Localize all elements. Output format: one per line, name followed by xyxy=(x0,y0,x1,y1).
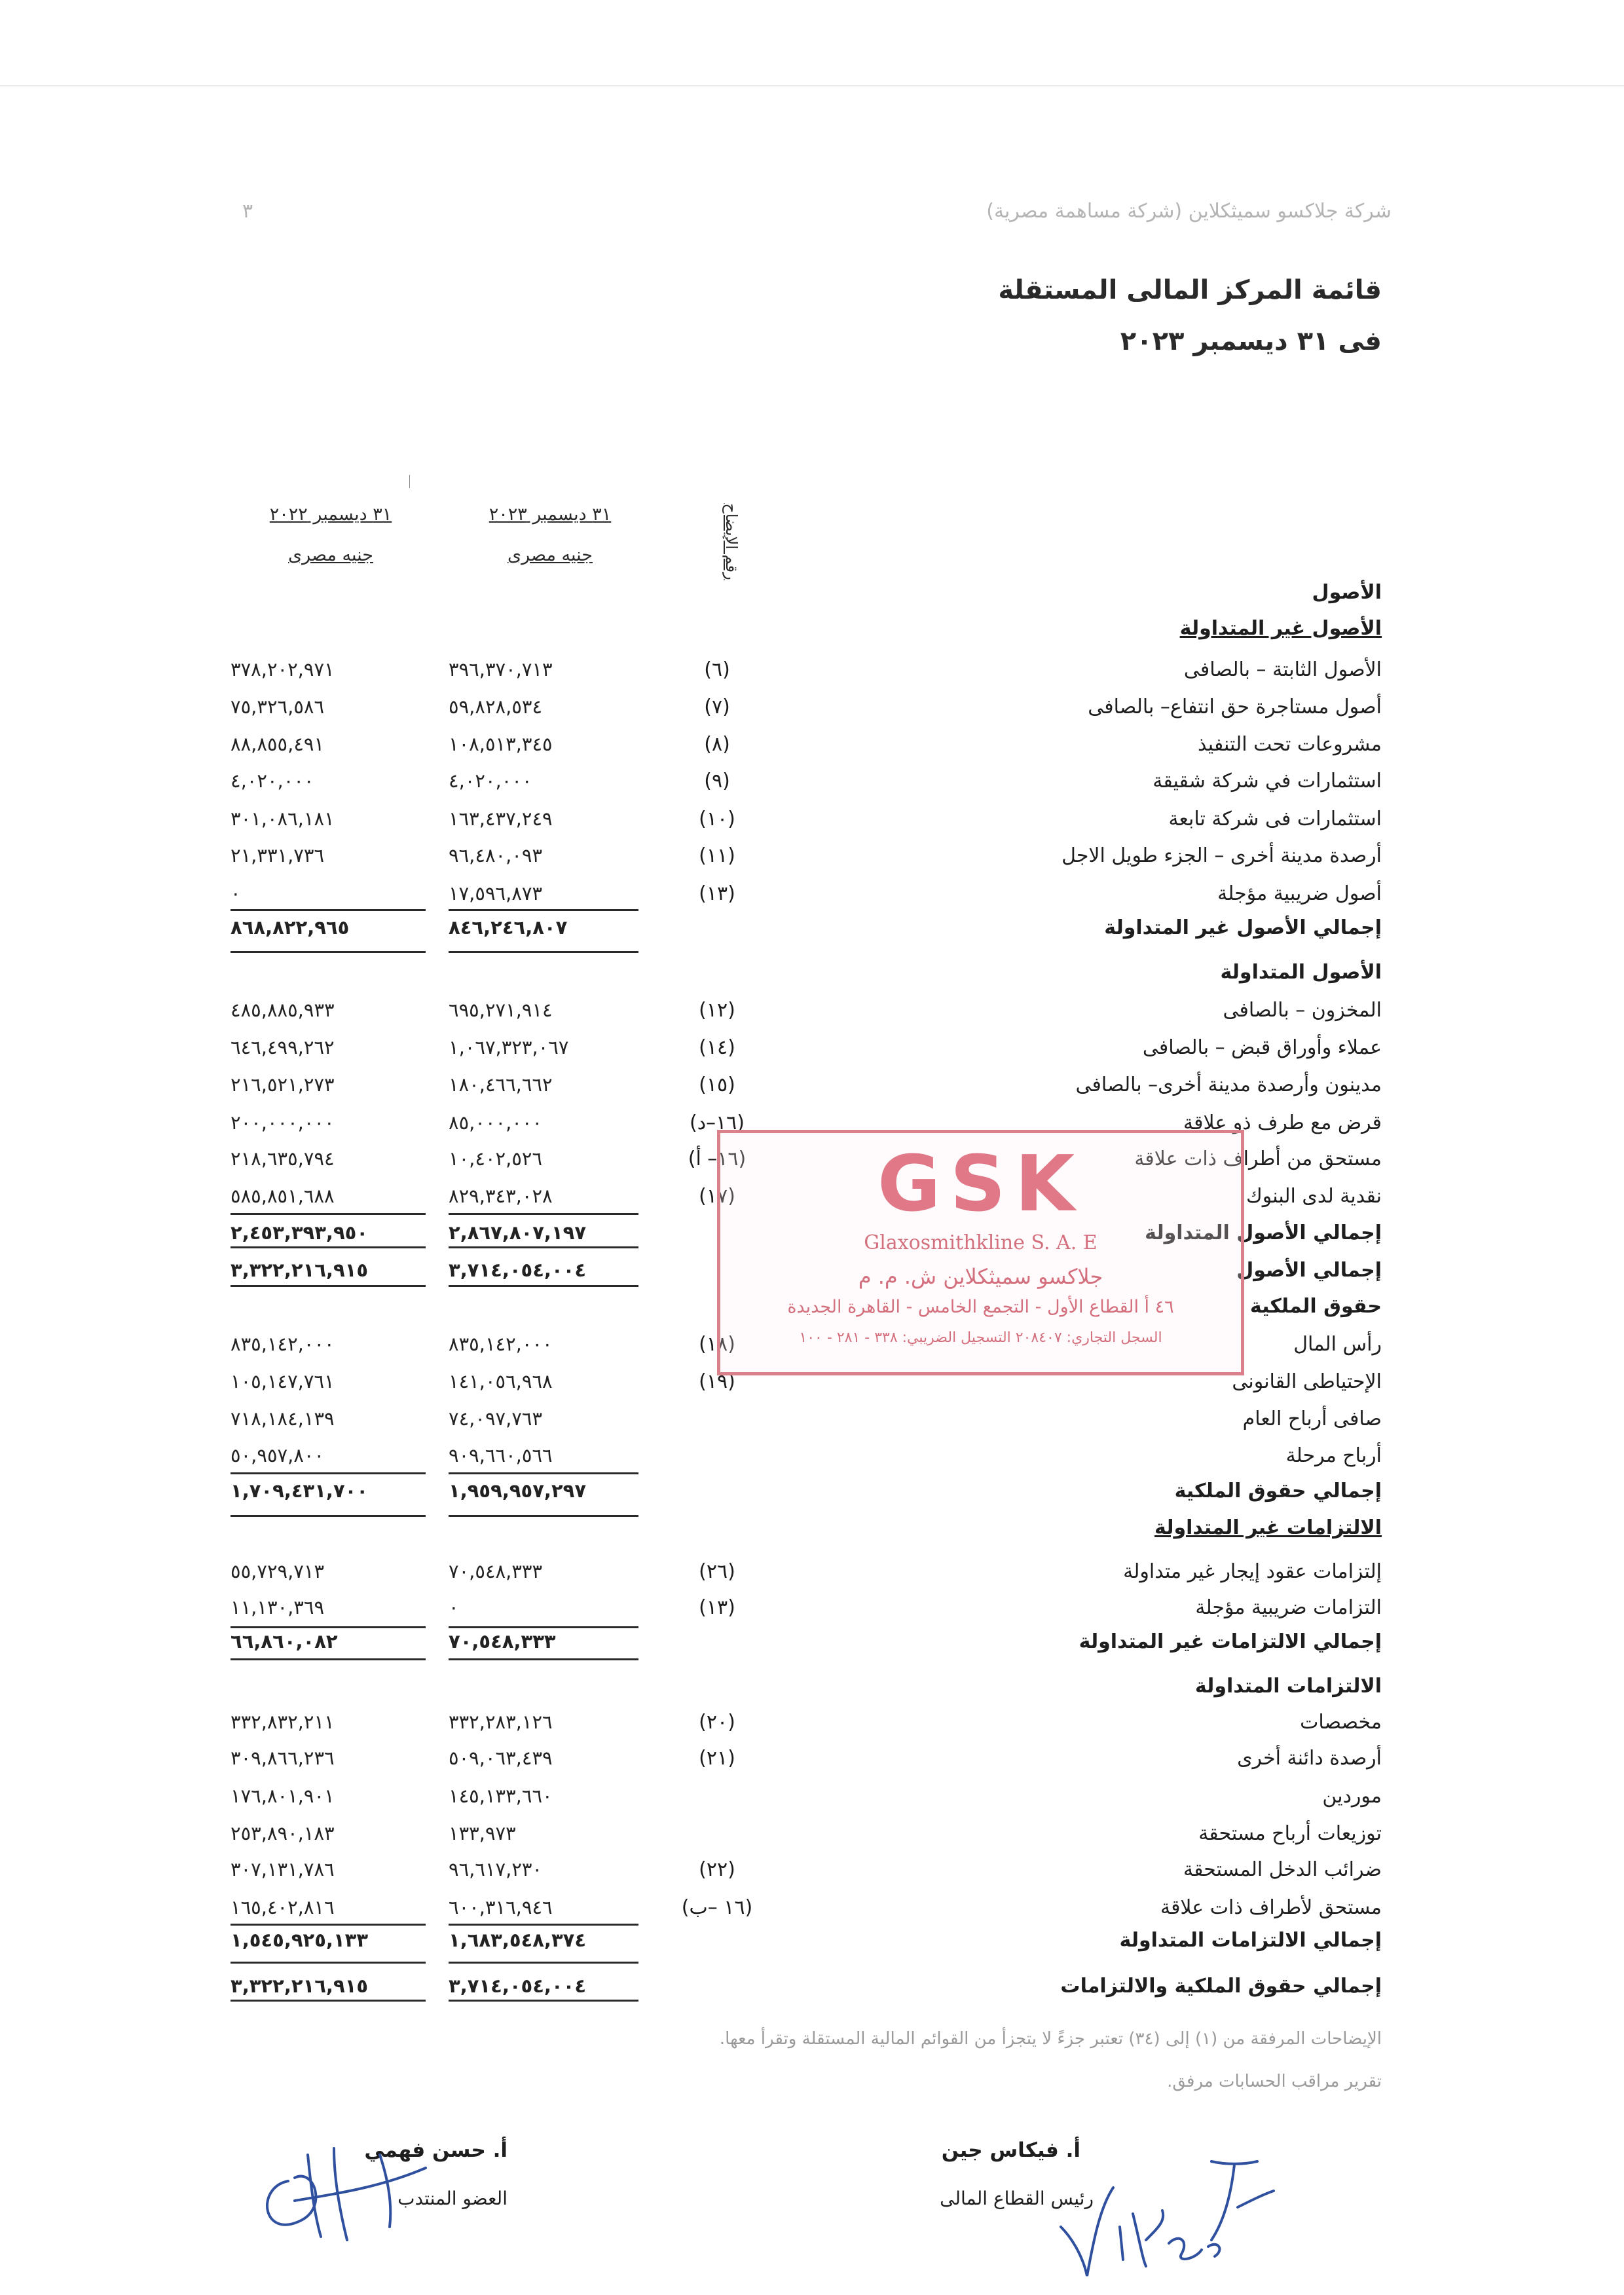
row-note: (١٠) xyxy=(699,808,735,830)
total-rule xyxy=(231,1213,426,1215)
value-2023: ٤,٠٢٠,٠٠٠ xyxy=(449,770,532,792)
value-2022: ٢٥٣,٨٩٠,١٨٣ xyxy=(231,1822,335,1844)
column-2022-date: ٣١ ديسمبر ٢٠٢٢ xyxy=(269,504,392,525)
row-label: إجمالي الأصول xyxy=(1236,1259,1382,1282)
value-2023: ١٠,٤٠٢,٥٢٦ xyxy=(449,1148,543,1170)
value-2022: ٢١٦,٥٢١,٢٧٣ xyxy=(231,1073,335,1096)
total-rule xyxy=(449,1626,638,1628)
footnote-auditor: تقرير مراقب الحسابات مرفق. xyxy=(1167,2072,1382,2091)
stamp-registration: السجل التجاري: ٢٠٨٤٠٧ التسجيل الضريبي: ٣٣٨ - ٢٨١ - ١٠٠ xyxy=(799,1330,1162,1346)
value-2022: ١٦٥,٤٠٢,٨١٦ xyxy=(231,1896,335,1918)
total-rule xyxy=(449,909,638,911)
row-label: ضرائب الدخل المستحقة xyxy=(1183,1858,1382,1881)
row-note: (١٣) xyxy=(699,882,735,905)
total-rule xyxy=(231,1658,426,1660)
row-label: مدينون وأرصدة مدينة أخرى– بالصافى xyxy=(1075,1073,1382,1096)
row-label: مشروعات تحت التنفيذ xyxy=(1198,733,1382,756)
value-2023: ٣٩٦,٣٧٠,٧١٣ xyxy=(449,658,553,681)
value-2022: ٧٥,٣٢٦,٥٨٦ xyxy=(231,696,325,718)
total-rule xyxy=(449,1213,638,1215)
value-2023: ٧٤,٠٩٧,٧٦٣ xyxy=(449,1408,543,1430)
value-2023: ٦٩٥,٢٧١,٩١٤ xyxy=(449,999,553,1021)
row-label: نقدية لدى البنوك xyxy=(1246,1185,1382,1208)
total-rule xyxy=(231,1924,426,1926)
stamp-address: ٤٦ أ القطاع الأول - التجمع الخامس - القاهرة الجديدة xyxy=(787,1297,1174,1317)
row-note: (٢٢) xyxy=(699,1858,735,1881)
stamp-name-en: Glaxosmithkline S. A. E xyxy=(864,1231,1098,1254)
row-label: الأصول xyxy=(1312,581,1382,604)
row-note: (١٧) xyxy=(699,1185,735,1208)
value-2022: ٣,٣٢٢,٢١٦,٩١٥ xyxy=(231,1259,369,1281)
row-label: أصول ضريبية مؤجلة xyxy=(1217,882,1382,905)
gsk-logo: GSK xyxy=(877,1138,1084,1229)
svg-text:Vikas J: Vikas J xyxy=(1123,2269,1126,2270)
value-2022: ٥٠,٩٥٧,٨٠٠ xyxy=(231,1444,325,1466)
row-label: توزيعات أرباح مستحقة xyxy=(1198,1822,1382,1845)
column-2023-date: ٣١ ديسمبر ٢٠٢٣ xyxy=(489,504,612,525)
value-2022: ٥٨٥,٨٥١,٦٨٨ xyxy=(231,1185,335,1207)
total-rule xyxy=(449,951,638,953)
total-rule xyxy=(231,1515,426,1517)
top-border xyxy=(0,85,1624,86)
total-rule xyxy=(449,1658,638,1660)
row-label: الأصول غير المتداولة xyxy=(1179,617,1382,640)
value-2023: ٣٣٢,٢٨٣,١٢٦ xyxy=(449,1711,553,1733)
value-2023: ١٤١,٠٥٦,٩٦٨ xyxy=(449,1370,553,1392)
value-2022: ٤٨٥,٨٨٥,٩٣٣ xyxy=(231,999,335,1021)
value-2022: ٢٠٠,٠٠٠,٠٠٠ xyxy=(231,1111,335,1134)
row-note: (٨) xyxy=(704,733,730,756)
company-stamp xyxy=(717,1130,1244,1375)
value-2023: ٨٣٥,١٤٢,٠٠٠ xyxy=(449,1333,553,1355)
row-note: (١٥) xyxy=(699,1073,735,1096)
row-label: إجمالي الأصول غير المتداولة xyxy=(1104,916,1382,939)
row-note: (١٤) xyxy=(699,1036,735,1059)
value-2023: ٨٢٩,٣٤٣,٠٢٨ xyxy=(449,1185,553,1207)
value-2023: ١٣٣,٩٧٣ xyxy=(449,1822,516,1844)
row-label: حقوق الملكية xyxy=(1249,1295,1382,1318)
row-note: (٧) xyxy=(704,696,730,718)
value-2022: ٣٧٨,٢٠٢,٩٧١ xyxy=(231,658,335,681)
row-note: (١٣) xyxy=(699,1596,735,1619)
row-label: رأس المال xyxy=(1293,1333,1382,1356)
row-note: (١٢) xyxy=(699,999,735,1022)
value-2023: ٨٤٦,٢٤٦,٨٠٧ xyxy=(449,916,568,939)
row-note: (٢٠) xyxy=(699,1711,735,1734)
total-rule xyxy=(231,1285,426,1287)
value-2022: ٠ xyxy=(231,882,241,905)
value-2023: ٩٦,٦١٧,٢٣٠ xyxy=(449,1858,543,1880)
value-2022: ٧١٨,١٨٤,١٣٩ xyxy=(231,1408,335,1430)
signatory-left-name: أ. حسن فهمي xyxy=(364,2138,507,2162)
row-label: الالتزامات غير المتداولة xyxy=(1154,1516,1382,1539)
value-2023: ١٧,٥٩٦,٨٧٣ xyxy=(449,882,543,905)
value-2023: ٥٠٩,٠٦٣,٤٣٩ xyxy=(449,1747,553,1769)
row-note: (٩) xyxy=(704,770,730,793)
row-label: إجمالي حقوق الملكية والالتزامات xyxy=(1060,1975,1382,1998)
value-2023: ٩٠٩,٦٦٠,٥٦٦ xyxy=(449,1444,553,1466)
row-note: (١٩) xyxy=(699,1370,735,1393)
value-2023: ٧٠,٥٤٨,٣٣٣ xyxy=(449,1560,543,1582)
signature-left xyxy=(249,2129,445,2247)
total-rule xyxy=(449,1515,638,1517)
row-label: أرصدة مدينة أخرى – الجزء طويل الاجل xyxy=(1061,844,1382,867)
value-2022: ٦٤٦,٤٩٩,٢٦٢ xyxy=(231,1036,335,1058)
value-2023: ٣,٧١٤,٠٥٤,٠٠٤ xyxy=(449,1975,587,1997)
value-2023: ٣,٧١٤,٠٥٤,٠٠٤ xyxy=(449,1259,587,1281)
company-name: شركة جلاكسو سميثكلاين (شركة مساهمة مصرية) xyxy=(986,200,1392,223)
footnote-notes: الإيضاحات المرفقة من (١) إلى (٣٤) تعتبر جزءً لا يتجزأ من القوائم المالية المستقلة وتقرأ معها. xyxy=(719,2029,1382,2049)
value-2023: ١,٦٨٣,٥٤٨,٣٧٤ xyxy=(449,1929,587,1951)
column-2022-currency: جنيه مصرى xyxy=(288,545,373,565)
row-label: الالتزامات المتداولة xyxy=(1194,1675,1382,1698)
signatory-right-name: أ. فيكاس جين xyxy=(941,2138,1080,2162)
value-2023: ٨٥,٠٠٠,٠٠٠ xyxy=(449,1111,543,1134)
column-2023-currency: جنيه مصرى xyxy=(507,545,593,565)
row-label: أرباح مرحلة xyxy=(1285,1444,1382,1467)
total-rule xyxy=(231,2000,426,2002)
row-label: إلتزامات عقود إيجار غير متداولة xyxy=(1123,1560,1382,1583)
row-label: أصول مستاجرة حق انتفاع– بالصافى xyxy=(1088,696,1382,718)
row-label: استثمارات في شركة شقيقة xyxy=(1153,770,1382,793)
total-rule xyxy=(231,1472,426,1474)
value-2022: ٥٥,٧٢٩,٧١٣ xyxy=(231,1560,325,1582)
statement-title: قائمة المركز المالى المستقلة xyxy=(998,275,1382,305)
statement-date: فى ٣١ ديسمبر ٢٠٢٣ xyxy=(1120,326,1382,356)
value-2022: ٣٠٩,٨٦٦,٢٣٦ xyxy=(231,1747,335,1769)
value-2022: ٨٦٨,٨٢٢,٩٦٥ xyxy=(231,916,350,939)
row-label: إجمالي الالتزامات المتداولة xyxy=(1119,1929,1382,1952)
value-2022: ٢,٤٥٣,٣٩٣,٩٥٠ xyxy=(231,1222,369,1244)
value-2022: ١,٧٠٩,٤٣١,٧٠٠ xyxy=(231,1480,369,1502)
column-tick xyxy=(409,475,410,488)
value-2022: ٣,٣٢٢,٢١٦,٩١٥ xyxy=(231,1975,369,1997)
total-rule xyxy=(231,1626,426,1628)
row-label: عملاء وأوراق قبض – بالصافى xyxy=(1142,1036,1382,1059)
row-note: (٦) xyxy=(704,658,730,681)
signatory-left-role: العضو المنتدب xyxy=(397,2188,507,2209)
value-2023: ١٦٣,٤٣٧,٢٤٩ xyxy=(449,808,553,830)
row-note: (١٦ –ب) xyxy=(681,1896,753,1919)
value-2023: ٥٩,٨٢٨,٥٣٤ xyxy=(449,696,543,718)
value-2022: ٣٠٧,١٣١,٧٨٦ xyxy=(231,1858,335,1880)
row-label: إجمالي الأصول المتداولة xyxy=(1145,1222,1382,1244)
row-label: الإحتياطى القانونى xyxy=(1232,1370,1382,1393)
value-2022: ١٧٦,٨٠١,٩٠١ xyxy=(231,1785,335,1807)
value-2022: ١٠٥,١٤٧,٧٦١ xyxy=(231,1370,335,1392)
row-note: (١٦– أ) xyxy=(688,1148,747,1170)
total-rule xyxy=(449,1924,638,1926)
row-label: مستحق من أطراف ذات علاقة xyxy=(1134,1148,1382,1170)
row-note: (١١) xyxy=(699,844,735,867)
row-label: موردين xyxy=(1322,1785,1382,1808)
notes-column-header: رقم الإيضاح xyxy=(722,503,741,580)
value-2023: ٢,٨٦٧,٨٠٧,١٩٧ xyxy=(449,1222,587,1244)
total-rule xyxy=(231,909,426,911)
value-2023: ١,٠٦٧,٣٢٣,٠٦٧ xyxy=(449,1036,569,1058)
total-rule xyxy=(449,1472,638,1474)
row-label: الأصول المتداولة xyxy=(1220,961,1382,984)
stamp-name-ar: جلاكسو سميثكلاين ش. م. م xyxy=(858,1264,1103,1289)
page-number: ٣ xyxy=(242,200,253,223)
row-label: المخزون – بالصافى xyxy=(1223,999,1382,1022)
row-label: إجمالي الالتزامات غير المتداولة xyxy=(1079,1630,1382,1653)
value-2022: ٤,٠٢٠,٠٠٠ xyxy=(231,770,314,792)
value-2023: ٠ xyxy=(449,1596,459,1618)
value-2022: ٦٦,٨٦٠,٠٨٢ xyxy=(231,1630,338,1652)
row-note: (٢٦) xyxy=(699,1560,735,1583)
row-label: مخصصات xyxy=(1300,1711,1382,1734)
row-label: صافى أرباح العام xyxy=(1242,1408,1382,1430)
value-2023: ٦٠٠,٣١٦,٩٤٦ xyxy=(449,1896,553,1918)
total-rule xyxy=(449,2000,638,2002)
value-2022: ٢١,٣٣١,٧٣٦ xyxy=(231,844,325,867)
value-2023: ١٨٠,٤٦٦,٦٦٢ xyxy=(449,1073,553,1096)
value-2023: ٩٦,٤٨٠,٠٩٣ xyxy=(449,844,543,867)
total-rule xyxy=(231,1246,426,1248)
value-2022: ٣٣٢,٨٣٢,٢١١ xyxy=(231,1711,335,1733)
row-label: التزامات ضريبية مؤجلة xyxy=(1195,1596,1382,1619)
value-2022: ٨٣٥,١٤٢,٠٠٠ xyxy=(231,1333,335,1355)
value-2023: ١٤٥,١٣٣,٦٦٠ xyxy=(449,1785,553,1807)
row-note: (١٦–د) xyxy=(689,1111,745,1134)
total-rule xyxy=(449,1962,638,1964)
value-2022: ٨٨,٨٥٥,٤٩١ xyxy=(231,733,325,755)
value-2022: ٢١٨,٦٣٥,٧٩٤ xyxy=(231,1148,335,1170)
row-label: استثمارات فى شركة تابعة xyxy=(1168,808,1382,830)
total-rule xyxy=(449,1246,638,1248)
value-2022: ١,٥٤٥,٩٢٥,١٣٣ xyxy=(231,1929,369,1951)
row-label: مستحق لأطراف ذات علاقة xyxy=(1160,1896,1382,1919)
total-rule xyxy=(449,1285,638,1287)
value-2023: ١,٩٥٩,٩٥٧,٢٩٧ xyxy=(449,1480,587,1502)
row-note: (١٨) xyxy=(699,1333,735,1356)
value-2022: ١١,١٣٠,٣٦٩ xyxy=(231,1596,325,1618)
row-note: (٢١) xyxy=(699,1747,735,1770)
value-2023: ١٠٨,٥١٣,٣٤٥ xyxy=(449,733,553,755)
row-label: أرصدة دائنة أخرى xyxy=(1237,1747,1382,1770)
row-label: الأصول الثابتة – بالصافى xyxy=(1183,658,1382,681)
value-2022: ٣٠١,٠٨٦,١٨١ xyxy=(231,808,335,830)
total-rule xyxy=(231,951,426,953)
total-rule xyxy=(231,1962,426,1964)
row-label: قرض مع طرف ذو علاقة xyxy=(1183,1111,1382,1134)
row-label: إجمالي حقوق الملكية xyxy=(1174,1480,1382,1502)
value-2023: ٧٠,٥٤٨,٣٣٣ xyxy=(449,1630,556,1652)
signature-right xyxy=(1048,2129,1283,2286)
signatory-right-role: رئيس القطاع المالى xyxy=(940,2188,1094,2209)
